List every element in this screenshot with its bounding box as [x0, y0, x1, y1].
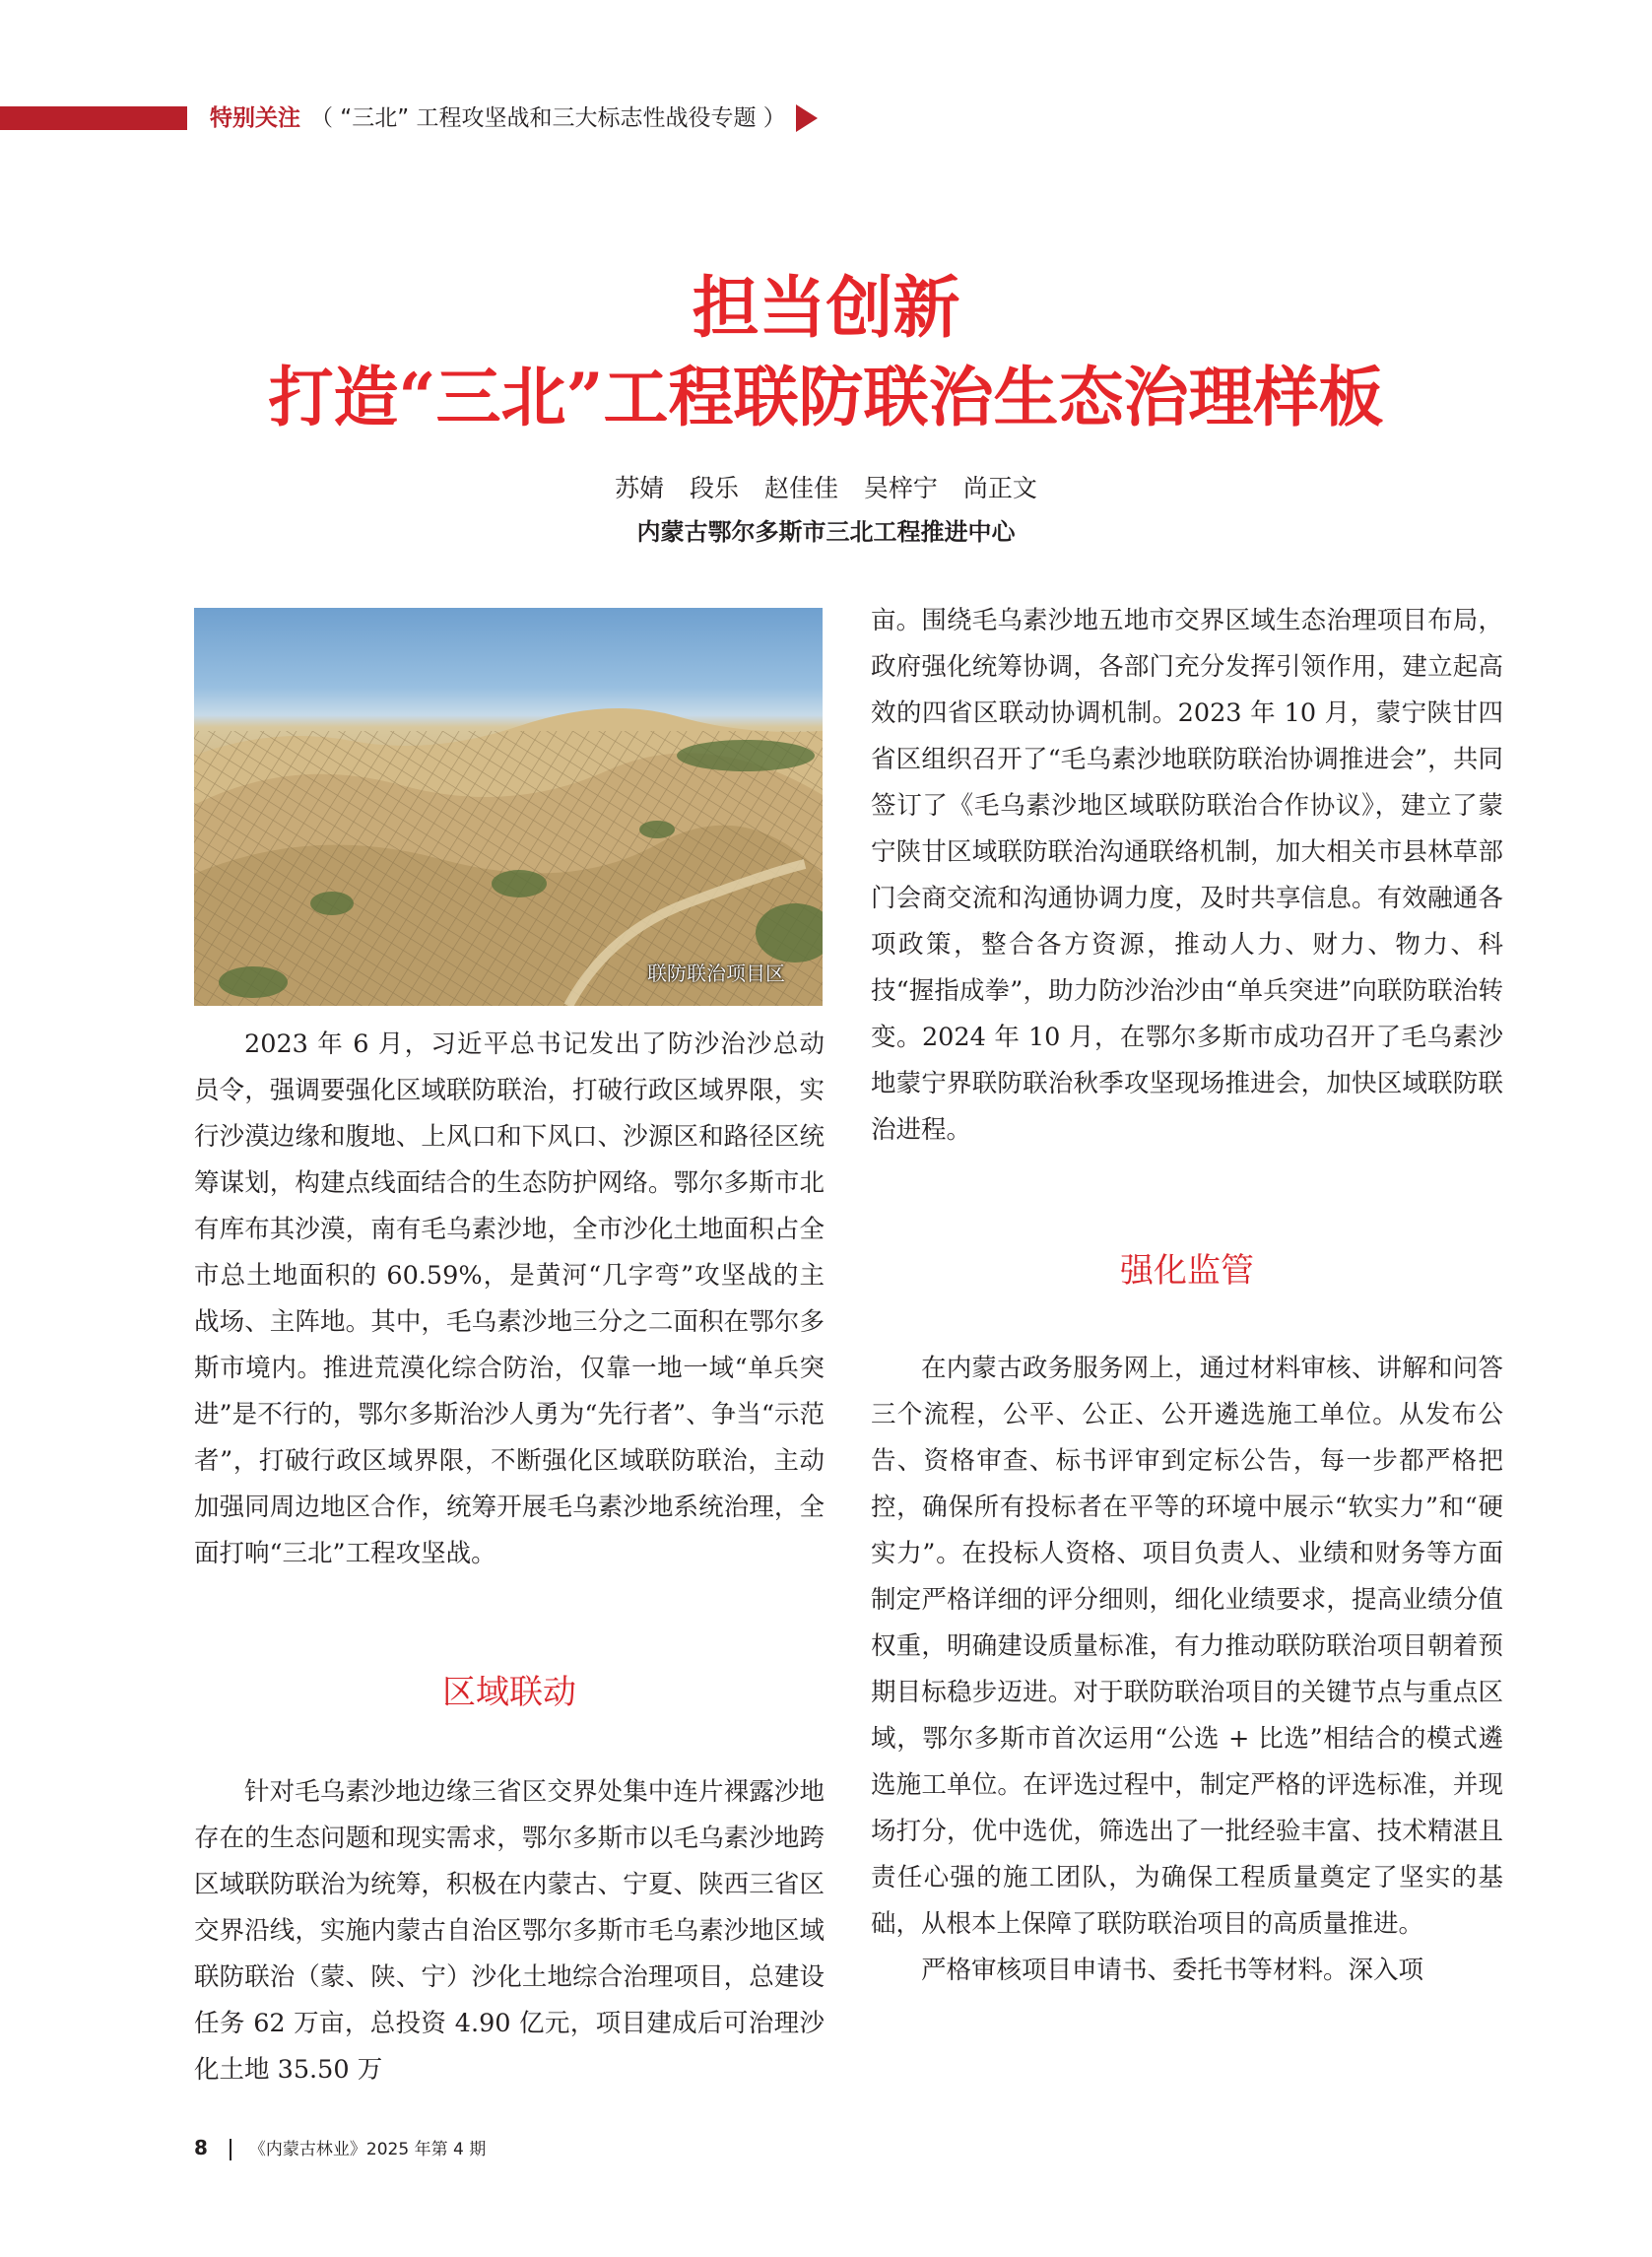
section-heading-regional: 区域联动	[442, 1673, 576, 1712]
header-accent-bar	[0, 106, 187, 130]
article-column-left-top	[194, 1022, 825, 1577]
intro-paragraph: 2023 年 6 月，习近平总书记发出了防沙治沙总动员令，强调要强化区域联防联治，打破行政区域界限，实行沙漠边缘和腹地、上风口和下风口、沙源区和路径区统筹谋划，构建点线面结合的生态防护网络。鄂尔多斯市北有库布其沙漠，南有毛乌素沙地，全市沙化土地面积占全市总土地面积的 60.59%，是黄河“几字弯”攻坚战的主战场、主阵地。其中，毛乌素沙地三分之二面积在鄂尔多斯市境内。推进荒漠化综合防治，仅靠一地一域“单兵突进”是不行的，鄂尔多斯治沙人勇为“先行者”、争当“示范者”，打破行政区域界限，不断强化区域联防联治，主动加强同周边地区合作，统筹开展毛乌素沙地系统治理，全面打响“三北”工程攻坚战。	[194, 1029, 825, 1568]
author-list: 苏婧 段乐 赵佳佳 吴梓宁 尚正文	[615, 474, 1037, 502]
article-column-left-bottom	[194, 1769, 825, 2093]
section-heading-supervision: 强化监管	[1120, 1251, 1254, 1291]
regional-paragraph: 针对毛乌素沙地边缘三省区交界处集中连片裸露沙地存在的生态问题和现实需求，鄂尔多斯市以毛乌素沙地跨区域联防联治为统筹，积极在内蒙古、宁夏、陕西三省区交界沿线，实施内蒙古自治区鄂尔多斯市毛乌素沙地区域联防联治（蒙、陕、宁）沙化土地综合治理项目，总建设任务 62 万亩，总投资 4.90 亿元，项目建成后可治理沙化土地 35.50 万	[194, 1777, 825, 2085]
footer-divider	[230, 2139, 231, 2160]
section-topic: （ “三北” 工程攻坚战和三大标志性战役专题 ）	[310, 105, 786, 131]
sand-dune-illustration	[194, 608, 823, 1006]
play-triangle-icon	[796, 104, 818, 132]
article-title-line1: 担当创新	[692, 269, 960, 348]
supervision-paragraph-2: 严格审核项目申请书、委托书等材料。深入项	[921, 1956, 1424, 1985]
section-header	[210, 101, 786, 135]
author-affiliation: 内蒙古鄂尔多斯市三北工程推进中心	[636, 518, 1016, 546]
section-label: 特别关注	[210, 105, 300, 131]
article-column-right-bottom	[871, 1346, 1503, 1994]
article-title-line2: 打造“三北”工程联防联治生态治理样板	[268, 359, 1384, 435]
photo-caption: 联防联治项目区	[647, 962, 785, 985]
landscape-photo	[194, 608, 823, 1006]
page-footer	[194, 2134, 486, 2163]
supervision-paragraph-1: 在内蒙古政务服务网上，通过材料审核、讲解和问答三个流程，公平、公正、公开遴选施工单位。从发布公告、资格审查、标书评审到定标公告，每一步都严格把控，确保所有投标者在平等的环境中展示“软实力”和“硬实力”。在投标人资格、项目负责人、业绩和财务等方面制定严格详细的评分细则，细化业绩要求，提高业绩分值权重，明确建设质量标准，有力推动联防联治项目朝着预期目标稳步迈进。对于联防联治项目的关键节点与重点区域，鄂尔多斯市首次运用“公选 + 比选”相结合的模式遴选施工单位。在评选过程中，制定严格的评选标准，并现场打分，优中选优，筛选出了一批经验丰富、技术精湛且责任心强的施工团队，为确保工程质量奠定了坚实的基础，从根本上保障了联防联治项目的高质量推进。	[871, 1354, 1503, 1939]
article-column-right-top	[871, 598, 1503, 1154]
journal-name: 《内蒙古林业》2025 年第 4 期	[248, 2140, 487, 2159]
page-number: 8	[194, 2136, 208, 2159]
regional-paragraph-continued: 亩。围绕毛乌素沙地五地市交界区域生态治理项目布局，政府强化统筹协调，各部门充分发挥引领作用，建立起高效的四省区联动协调机制。2023 年 10 月，蒙宁陕甘四省区组织召开了“毛乌素沙地联防联治协调推进会”，共同签订了《毛乌素沙地区域联防联治合作协议》，建立了蒙宁陕甘区域联防联治沟通联络机制，加大相关市县林草部门会商交流和沟通协调力度，及时共享信息。有效融通各项政策，整合各方资源，推动人力、财力、物力、科技“握指成拳”，助力防沙治沙由“单兵突进”向联防联治转变。2024 年 10 月，在鄂尔多斯市成功召开了毛乌素沙地蒙宁界联防联治秋季攻坚现场推进会，加快区域联防联治进程。	[871, 606, 1503, 1145]
